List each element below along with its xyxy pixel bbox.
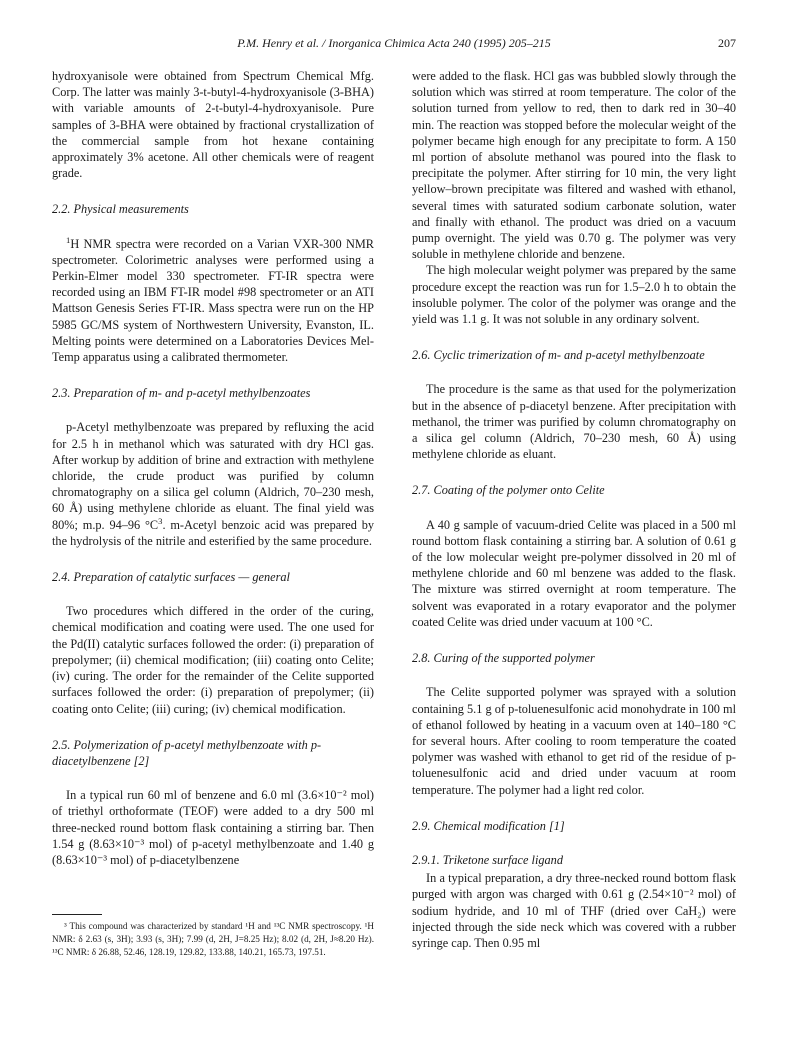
continued-paragraph: were added to the flask. HCl gas was bubbled slowly through the solution which was stirred at room temperature. The color of the solution turned from yellow to red, then to dark red in 30–40 min. The reaction was stopped before the molecular weight of the polymer became high enough for any precipitate to form. A 150 ml portion of absolute methanol was poured into the flask to precipitate the polymer. After stirring for 10 min, the very light yellow–brown precipitate was filtered and washed with ethanol, several times with saturated sodium carbonate solution, water and finally with ethanol. The product was dried on a vacuum pump overnight. The yield was 0.70 g. The polymer was very soluble in methylene chloride and benzene. [412, 69, 736, 262]
section-2-8-title: 2.8. Curing of the supported polymer [412, 651, 595, 666]
section-2-5-title: 2.5. Polymerization of p-acetyl methylbenzoate with p-diacetylbenzene [2] [52, 737, 322, 768]
section-2-7-title: 2.7. Coating of the polymer onto Celite [412, 483, 605, 498]
section-2-9-title: 2.9. Chemical modification [1] [412, 818, 565, 833]
section-2-9-1-text: In a typical preparation, a dry three-necked round bottom flask purged with argon was charged with 0.61 g (2.54×10⁻² mol) of sodium hydride, and 10 ml of THF (dried over CaH₂) were injected through the side neck which was covered with a rubber syringe cap. Then 0.95 ml [412, 871, 736, 950]
section-2-4-title: 2.4. Preparation of catalytic surfaces — general [52, 570, 290, 585]
section-2-6-title: 2.6. Cyclic trimerization of m- and p-acetyl methylbenzoate [412, 348, 705, 363]
section-2-6-text: The procedure is the same as that used for the polymerization but in the absence of p-diacetyl benzene. After precipitation with methanol, the trimer was purified by column chromatography on a silica gel column (Aldrich, 70–230 mesh, 60 Å) using methylene chloride as eluant. [412, 382, 736, 462]
section-2-5-text: In a typical run 60 ml of benzene and 6.0 ml (3.6×10⁻² mol) of triethyl orthoformate (TEOF) were added to a dry 500 ml three-necked round bottom flask containing a stirring bar. Then 1.54 g (8.63×10⁻³ mol) of p-acetyl methylbenzoate and 1.40 g (8.63×10⁻³ mol) of p-diacetylbenzene [52, 788, 374, 867]
section-2-3-body-cont: . m-Acetyl benzoic acid was prepared by the hydrolysis of the nitrile and esterified by the same procedure. [52, 517, 375, 548]
section-2-2-title: 2.2. Physical measurements [52, 202, 189, 217]
footnote-3: ³ This compound was characterized by standard ¹H and ¹³C NMR spectroscopy. ¹H NMR: δ 2.63 (s, 3H); 3.93 (s, 3H); 7.99 (d, 2H, J=8.25 Hz); 8.02 (d, 2H, J≈8.20 Hz). ¹³C NMR: δ 26.88, 52.46, 128.19, 129.82, 133.88, 140.21, 165.73, 197.51. [52, 921, 374, 958]
high-mw-paragraph: The high molecular weight polymer was prepared by the same procedure except the reaction was run for 1.5–2.0 h to obtain the insoluble polymer. The color of the polymer was orange and the yield was 1.1 g. It was not soluble in any ordinary solvent. [412, 263, 736, 327]
section-2-3-text [52, 419, 374, 549]
section-2-9-1-title: 2.9.1. Triketone surface ligand [412, 852, 563, 867]
footnote-ref-3[interactable]: 3 [158, 515, 163, 526]
superscript-1: 1 [66, 234, 71, 245]
intro-paragraph: hydroxyanisole were obtained from Spectrum Chemical Mfg. Corp. The latter was mainly 3-t-butyl-4-hydroxyanisole (3-BHA) with variable amounts of 2-t-butyl-4-hydroxyanisole. Pure samples of 3-BHA were obtained by fractional crystallization of the commercial sample from hot hexane containing approximately 3% acetone. All other chemicals were of reagent grade. [52, 69, 374, 181]
running-title: P.M. Henry et al. / Inorganica Chimica Acta 240 (1995) 205–215 [237, 36, 551, 50]
footnote-rule [52, 914, 102, 915]
section-2-2-text [52, 236, 374, 366]
section-2-8-text: The Celite supported polymer was sprayed with a solution containing 5.1 g of p-toluenesulfonic acid monohydrate in 100 ml of ethanol followed by heating in a vacuum oven at 140–180 °C for several hours. After cooling to room temperature the coated polymer was washed with ethanol to get rid of the residue of p-toluenesulfonic acid and dried under vacuum at room temperature. The polymer had a light red color. [412, 685, 736, 797]
section-2-4-text: Two procedures which differed in the order of the curing, chemical modification and coating were used. The one used for the Pd(II) catalytic surfaces followed the order: (i) preparation of prepolymer; (ii) chemical modification; (iii) coating onto Celite; (iv) curing. The order for the remainder of the Celite supported surfaces followed the order: (i) preparation of prepolymer; (ii) coating onto Celite; (iii) curing; (iv) chemical modification. [52, 604, 374, 716]
section-2-3-body: p-Acetyl methylbenzoate was prepared by refluxing the acid for 2.5 h in methanol which was saturated with dry HCl gas. After workup by addition of brine and extraction with methylene chloride, the crude product was purified by column chromatography on a silica gel column (Aldrich, 70–230 mesh, 60 Å) using methylene chloride as eluant. The final yield was 80%; m.p. 94–96 °C [52, 420, 374, 532]
right-column [412, 68, 736, 951]
page-number: 207 [718, 36, 736, 50]
section-2-2-body: H NMR spectra were recorded on a Varian VXR-300 NMR spectrometer. Colorimetric analyses were performed using a Perkin-Elmer model 330 spectrometer. FT-IR spectra were recorded using an IBM FT-IR model #98 spectrometer or an ATI Mattson Genesis Series FT-IR. Mass spectra were run on the HP 5985 GC/MS system of Northwestern University, Evanston, IL. Melting points were determined on a Laboratories Devices Mel-Temp apparatus using a calibrated thermometer. [52, 236, 374, 365]
left-column [52, 68, 374, 868]
page-header [52, 36, 736, 54]
section-2-7-text: A 40 g sample of vacuum-dried Celite was placed in a 500 ml round bottom flask containing a stirring bar. A solution of 0.61 g of the low molecular weight pre-polymer dissolved in 20 ml of methylene chloride and 60 ml benzene was added to the flask. The mixture was stirred overnight at room temperature. The solvent was evaporated in a rotary evaporator and the polymer coated Celite was dried under vacuum at 100 °C. [412, 517, 736, 629]
section-2-3-title: 2.3. Preparation of m- and p-acetyl methylbenzoates [52, 386, 311, 401]
